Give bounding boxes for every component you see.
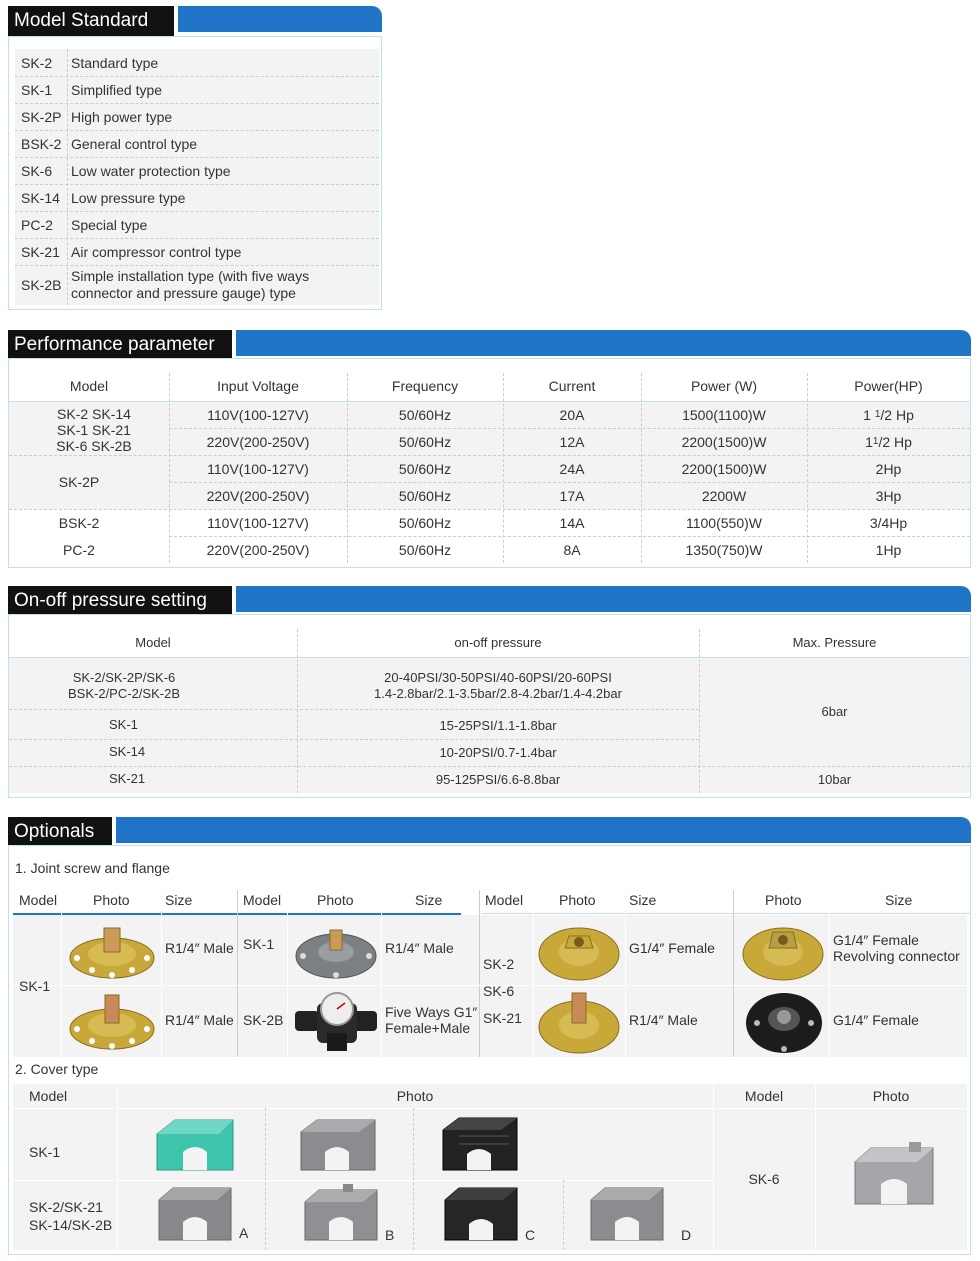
column-header: Photo [872,1088,910,1104]
table-cell: SK-14 [21,190,60,206]
table-cell: 50/60Hz [398,541,452,558]
model-cell: SK-21 [483,1010,522,1026]
table-cell: 220V(200-250V) [206,487,310,504]
model-cell: SK-2 [483,956,515,972]
model-cell: SK-2B [243,1012,284,1028]
plastic-connector-photo [743,987,825,1055]
table-cell: 20A [559,406,585,423]
model-cell: SK-6 [483,983,515,999]
table-cell: 50/60Hz [398,514,452,531]
table-cell: SK-6 [21,163,53,179]
column-header: Model [243,892,282,908]
table-cell: 14A [559,514,585,531]
table-cell: BSK-2 [21,136,62,152]
column-header: Size [415,892,443,908]
five-ways-connector-photo [291,989,381,1053]
grey-cover-photo [295,1114,381,1176]
column-header: Model [69,378,109,394]
table-cell [807,428,970,455]
column-header: Frequency [391,378,459,394]
cover-label: D [681,1227,692,1243]
grey-cover-photo [299,1184,383,1246]
table-cell: Simplified type [71,82,163,98]
max-pressure-cell: 10bar [817,772,852,787]
teal-cover-photo [149,1114,241,1176]
table-cell: Low pressure type [71,190,186,206]
column-header: Power (W) [690,378,758,394]
column-header: Current [548,378,596,394]
flange-photo [67,989,157,1053]
table-cell: SK-2P [21,109,62,125]
header-accent-bar [236,330,971,356]
column-header: Size [165,892,193,908]
performance-header [8,330,971,360]
model-cell: SK-2P [58,474,100,490]
cover-section-title: 2. Cover type [15,1061,99,1077]
table-cell: 1100(550)W [685,514,762,531]
table-cell: SK-21 [21,244,60,260]
model-cell: SK-1 [243,936,275,952]
model-cell: SK-2 SK-14 [57,406,131,422]
table-cell [807,401,970,428]
size-cell: G1/4″ Female [833,932,919,948]
column-header: Model [135,634,171,650]
column-header: Model [29,1088,68,1104]
model-cell: SK-6 [748,1171,780,1187]
size-cell: Revolving connector [833,948,960,964]
onoff-header [8,586,971,616]
flange-photo [535,987,623,1055]
header-accent-bar [116,817,971,843]
table-cell: BSK-2/PC-2/SK-2B [68,685,180,701]
size-cell: R1/4″ Male [629,1012,698,1028]
onoff-title: On-off pressure setting [8,586,232,616]
size-cell: R1/4″ Male [385,940,454,956]
table-cell: SK-2/SK-2P/SK-6 [72,669,176,685]
table-cell: 3Hp [875,487,902,504]
table-cell: 1Hp [875,541,902,558]
table-cell: 220V(200-250V) [206,541,310,558]
table-cell: 50/60Hz [398,433,452,450]
column-header: Photo [93,892,130,908]
performance-table [8,358,971,568]
flange-photo [67,920,157,982]
model-cell: PC-2 [63,541,95,558]
table-cell: 10-20PSI/0.7-1.4bar [439,745,557,760]
table-cell: connector and pressure gauge) type [71,284,296,301]
table-cell: Air compressor control type [71,244,242,260]
header-accent-bar [236,586,971,612]
table-cell: 50/60Hz [398,487,452,504]
cover-label: C [525,1227,536,1243]
cover-label: B [385,1227,395,1243]
table-cell: 1500(1100)W [682,406,766,423]
column-header: Photo [559,892,596,908]
column-header: Max. Pressure [792,634,877,650]
size-cell: R1/4″ Male [165,940,234,956]
model-cell: SK-1 [29,1144,61,1160]
table-cell: 15-25PSI/1.1-1.8bar [439,718,557,733]
column-header: Power(HP) [854,378,923,394]
model-standard-header [8,6,382,36]
table-cell: SK-2B [21,277,62,293]
table-cell: 12A [559,433,585,450]
table-cell: SK-2 [21,55,53,71]
table-cell: SK-14 [109,743,146,759]
revolving-connector-photo [739,918,827,984]
table-cell: 2200W [701,487,747,504]
grey-cover-photo [585,1184,669,1246]
table-cell: 8A [563,541,581,558]
header-accent-bar [178,6,382,32]
table-cell: 1350(750)W [685,541,763,558]
model-cell: SK-14/SK-2B [29,1217,113,1233]
table-cell: 50/60Hz [398,406,452,423]
black-cover-photo [439,1184,523,1246]
column-header: Size [885,892,913,908]
model-standard-table [8,36,382,310]
table-cell: General control type [71,136,198,152]
table-cell: 95-125PSI/6.6-8.8bar [435,772,561,787]
column-header: Model [744,1088,784,1104]
model-cell: SK-1 [19,978,51,994]
table-cell: High power type [71,109,173,125]
hp-frac: /2 Hp [880,406,914,423]
hp-sup: 1 [874,409,881,420]
table-cell: 110V(100-127V) [207,406,309,423]
max-pressure-cell: 6bar [821,704,848,719]
cover-label: A [239,1225,249,1241]
table-cell: 2200(1500)W [681,433,767,450]
column-header: Input Voltage [217,378,299,394]
column-header: on-off pressure [454,634,542,650]
size-cell: G1/4″ Female [629,940,715,956]
onoff-table [8,614,971,798]
table-cell: SK-21 [109,770,146,786]
table-cell: Special type [71,217,148,233]
size-cell: R1/4″ Male [165,1012,234,1028]
model-standard-title: Model Standard [8,6,174,36]
grey-cover-photo [849,1142,939,1212]
hp-whole: 1 [863,406,875,423]
column-header: Photo [396,1088,434,1104]
table-cell: 1.4-2.8bar/2.1-3.5bar/2.8-4.2bar/1.4-4.2bar [374,685,622,701]
grey-cover-photo [153,1184,237,1246]
column-header: Photo [317,892,354,908]
model-cell: SK-1 SK-21 [57,422,131,438]
model-cell: SK-6 SK-2B [56,438,132,454]
size-cell: G1/4″ Female [833,1012,919,1028]
table-cell: 17A [559,487,585,504]
black-cover-photo [437,1114,523,1176]
joint-section-title: 1. Joint screw and flange [15,860,170,876]
hp-frac: /2 Hp [878,433,912,450]
table-cell: 24A [559,460,585,477]
table-cell: 110V(100-127V) [207,460,309,477]
size-cell: Five Ways G1″ [385,1004,478,1020]
table-cell: PC-2 [21,217,53,233]
performance-title: Performance parameter [8,330,232,360]
table-cell: 2200(1500)W [681,460,767,477]
optionals-header [8,817,971,847]
plastic-flange-photo [293,920,379,982]
table-cell: 110V(100-127V) [207,514,309,531]
model-cell: BSK-2 [58,514,100,531]
optionals-panel [8,845,971,1255]
table-cell: Simple installation type (with five ways [71,267,310,284]
table-cell: 2Hp [875,460,902,477]
table-cell: SK-1 [109,716,138,732]
column-header: Model [19,892,58,908]
table-cell: 3/4Hp [869,514,908,531]
column-header: Model [485,892,524,908]
column-header: Photo [765,892,802,908]
column-header: Size [629,892,657,908]
optionals-title: Optionals [8,817,112,847]
table-cell: 20-40PSI/30-50PSI/40-60PSI/20-60PSI [384,669,612,685]
table-cell: Low water protection type [71,163,231,179]
model-cell: SK-2/SK-21 [29,1199,103,1215]
size-cell: Female+Male [385,1020,471,1036]
table-cell: SK-1 [21,82,53,98]
table-cell: Standard type [71,55,159,71]
flange-photo [535,918,623,984]
table-cell: 50/60Hz [398,460,452,477]
hp-sup: 1 [872,436,879,447]
hp-whole: 1 [865,433,873,450]
table-cell: 220V(200-250V) [206,433,310,450]
